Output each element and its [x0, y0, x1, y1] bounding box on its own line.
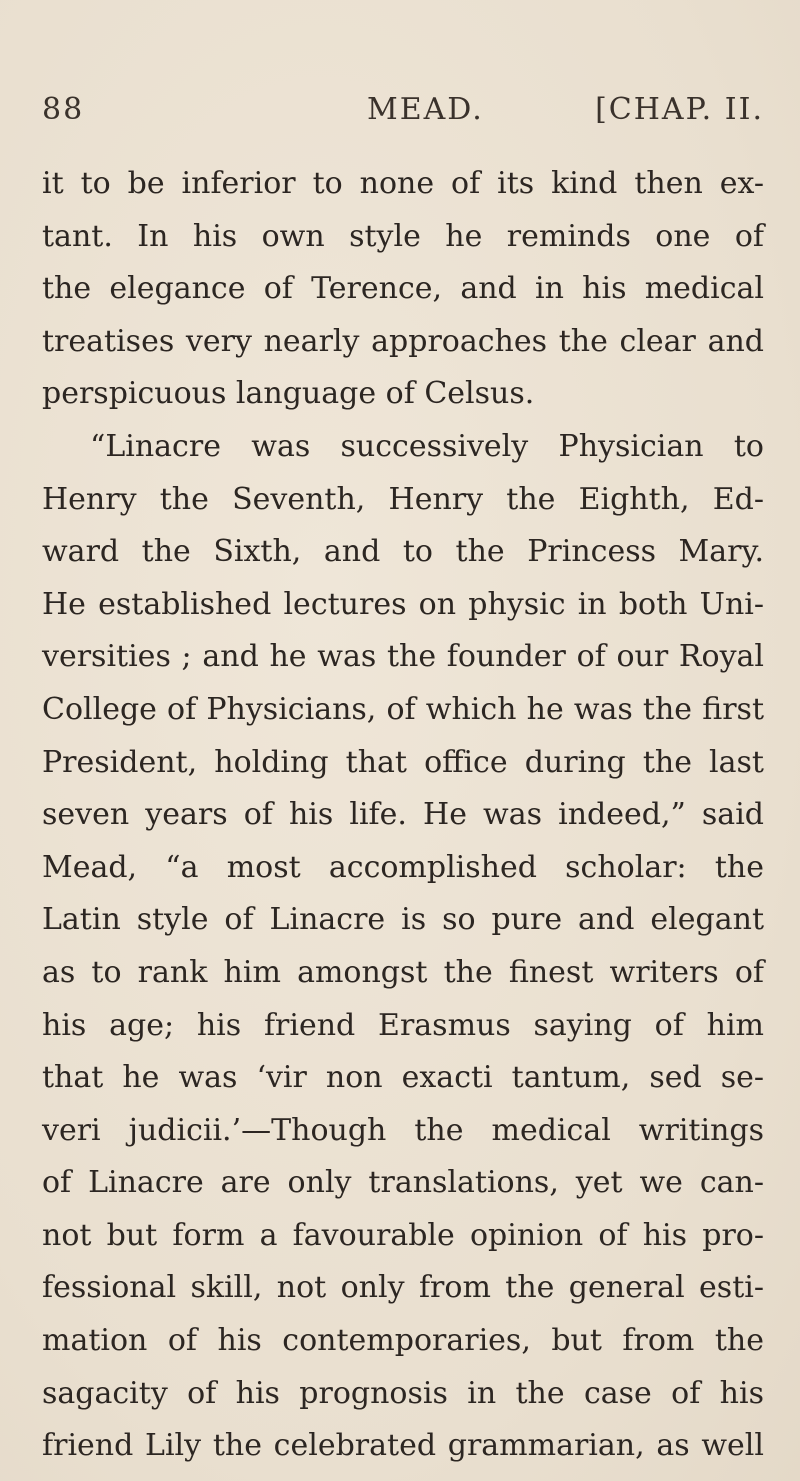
text-line: veri judicii.’—Though the medical writings [42, 1112, 764, 1148]
text-line: Mead, “a most accomplished scholar: the [42, 849, 764, 885]
text-line: Latin style of Linacre is so pure and elegant [42, 902, 764, 938]
text-line: his age; his friend Erasmus saying of him [42, 1007, 764, 1043]
page-number: 88 [42, 92, 85, 127]
text-line: “Linacre was successively Physician to [90, 428, 764, 464]
text-line: that he was ‘vir non exacti tantum, sed se- [42, 1060, 764, 1096]
text-line: versities ; and he was the founder of our Royal [42, 639, 764, 675]
text-line: friend Lily the celebrated grammarian, as well [42, 1428, 764, 1464]
text-line: not but form a favourable opinion of his pro- [42, 1217, 764, 1253]
text-line: ward the Sixth, and to the Princess Mary. [42, 534, 764, 570]
text-line: fessional skill, not only from the general esti- [42, 1270, 764, 1306]
chapter-label: [CHAP. II. [595, 92, 764, 127]
text-line: tant. In his own style he reminds one of [42, 218, 764, 254]
text-line: it to be inferior to none of its kind then ex- [42, 166, 764, 201]
body-text [42, 158, 764, 1473]
text-line: the elegance of Terence, and in his medical [42, 271, 764, 307]
text-line: mation of his contemporaries, but from the [42, 1323, 764, 1359]
text-line: as to rank him amongst the finest writers of [42, 954, 764, 990]
page-header [42, 92, 764, 142]
text-line: of Linacre are only translations, yet we can- [42, 1165, 764, 1201]
text-line: perspicuous language of Celsus. [42, 376, 535, 412]
text-line: treatises very nearly approaches the clear and [42, 323, 764, 359]
text-line: seven years of his life. He was indeed,” said [42, 797, 764, 833]
running-title: MEAD. [367, 92, 484, 127]
text-line: Henry the Seventh, Henry the Eighth, Ed- [42, 481, 764, 517]
text-line: President, holding that office during the last [42, 744, 764, 780]
text-line: College of Physicians, of which he was the first [42, 691, 764, 727]
text-line: He established lectures on physic in both Uni- [42, 586, 764, 622]
text-line: sagacity of his prognosis in the case of his [42, 1375, 764, 1411]
